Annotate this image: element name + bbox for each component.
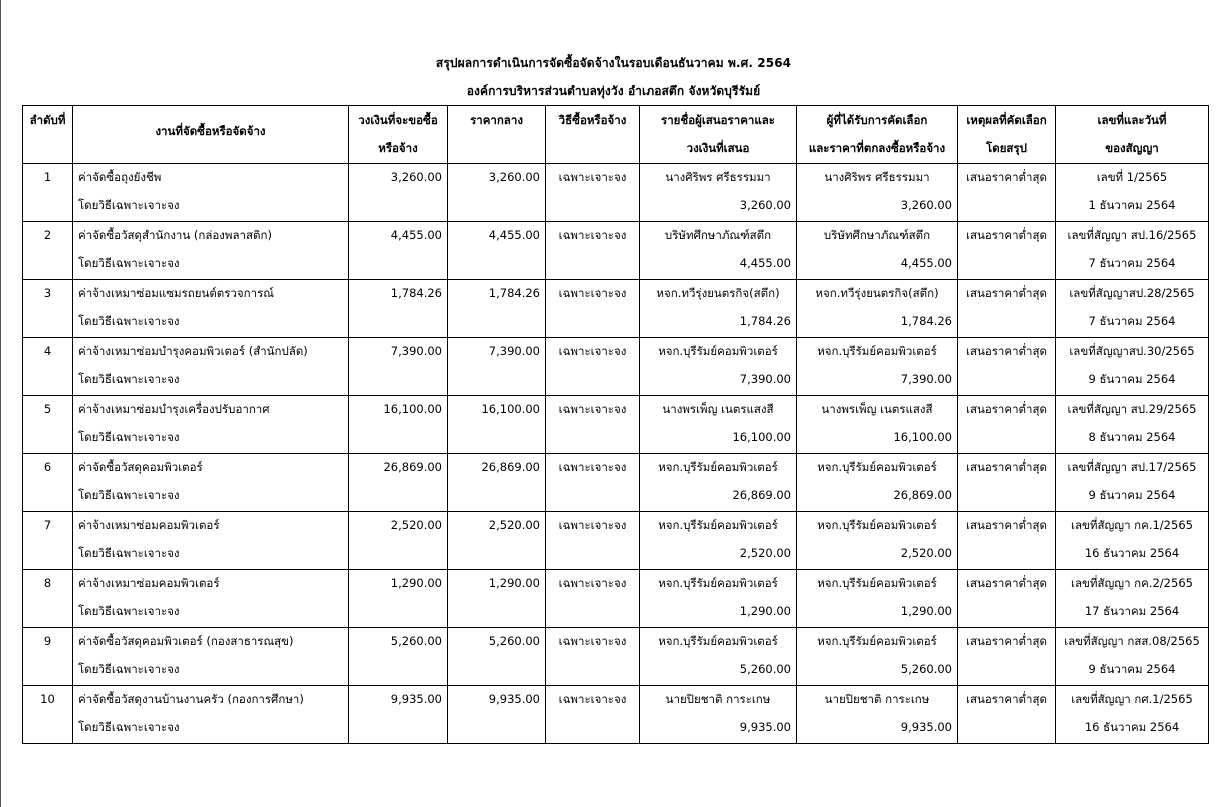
work-description: ค่าจัดซื้อถุงยังชีพ โดยวิธีเฉพาะเจาะจง [73, 164, 349, 222]
row-number: 2 [23, 222, 73, 280]
procurement-method: เฉพาะเจาะจง [546, 338, 640, 396]
work-description: ค่าจัดซื้อวัสดุงานบ้านงานครัว (กองการศึกษา) โดยวิธีเฉพาะเจาะจง [73, 686, 349, 744]
header-bidders: รายชื่อผู้เสนอราคาและ วงเงินที่เสนอ [640, 106, 797, 164]
selection-reason: เสนอราคาต่ำสุด [958, 454, 1056, 512]
row-number: 10 [23, 686, 73, 744]
budget-amount: 5,260.00 [349, 628, 448, 686]
median-price: 2,520.00 [448, 512, 546, 570]
winner-cell: นางศิริพร ศรีธรรมมา 3,260.00 [797, 164, 958, 222]
selection-reason: เสนอราคาต่ำสุด [958, 396, 1056, 454]
median-price: 3,260.00 [448, 164, 546, 222]
work-description: ค่าจ้างเหมาซ่อมบำรุงเครื่องปรับอากาศ โดยวิธีเฉพาะเจาะจง [73, 396, 349, 454]
procurement-summary-table [22, 105, 1209, 744]
winner-cell: นายปิยชาติ การะเกษ 9,935.00 [797, 686, 958, 744]
row-number: 8 [23, 570, 73, 628]
contract-cell: เลขที่สัญญา สป.29/2565 8 ธันวาคม 2564 [1056, 396, 1209, 454]
budget-amount: 7,390.00 [349, 338, 448, 396]
table-row [23, 512, 1209, 570]
row-number: 1 [23, 164, 73, 222]
contract-cell: เลขที่สัญญา สป.17/2565 9 ธันวาคม 2564 [1056, 454, 1209, 512]
table-row [23, 164, 1209, 222]
work-description: ค่าจัดซื้อวัสดุสำนักงาน (กล่องพลาสติก) โดยวิธีเฉพาะเจาะจง [73, 222, 349, 280]
procurement-method: เฉพาะเจาะจง [546, 396, 640, 454]
selection-reason: เสนอราคาต่ำสุด [958, 512, 1056, 570]
contract-cell: เลขที่สัญญา กสส.08/2565 9 ธันวาคม 2564 [1056, 628, 1209, 686]
winner-cell: หจก.บุรีรัมย์คอมพิวเตอร์ 26,869.00 [797, 454, 958, 512]
selection-reason: เสนอราคาต่ำสุด [958, 338, 1056, 396]
median-price: 4,455.00 [448, 222, 546, 280]
table-row [23, 628, 1209, 686]
winner-cell: หจก.ทวีรุ่งยนตรกิจ(สตึก) 1,784.26 [797, 280, 958, 338]
contract-cell: เลขที่สัญญา กค.1/2565 16 ธันวาคม 2564 [1056, 512, 1209, 570]
selection-reason: เสนอราคาต่ำสุด [958, 222, 1056, 280]
table-row [23, 396, 1209, 454]
procurement-method: เฉพาะเจาะจง [546, 280, 640, 338]
header-method: วิธีซื้อหรือจ้าง [546, 106, 640, 164]
report-title: สรุปผลการดำเนินการจัดซื้อจัดจ้างในรอบเดือนธันวาคม พ.ศ. 2564 [435, 56, 792, 70]
header-winner: ผู้ที่ได้รับการคัดเลือก และราคาที่ตกลงซื้อหรือจ้าง [797, 106, 958, 164]
page-left-border [0, 0, 1, 807]
row-number: 9 [23, 628, 73, 686]
bidder-cell: หจก.บุรีรัมย์คอมพิวเตอร์ 7,390.00 [640, 338, 797, 396]
bidder-cell: หจก.บุรีรัมย์คอมพิวเตอร์ 26,869.00 [640, 454, 797, 512]
header-budget: วงเงินที่จะขอซื้อ หรือจ้าง [349, 106, 448, 164]
budget-amount: 4,455.00 [349, 222, 448, 280]
row-number: 7 [23, 512, 73, 570]
budget-amount: 3,260.00 [349, 164, 448, 222]
contract-cell: เลขที่สัญญา กศ.1/2565 16 ธันวาคม 2564 [1056, 686, 1209, 744]
header-contract: เลขที่และวันที่ ของสัญญา [1056, 106, 1209, 164]
selection-reason: เสนอราคาต่ำสุด [958, 628, 1056, 686]
budget-amount: 16,100.00 [349, 396, 448, 454]
header-reason: เหตุผลที่คัดเลือก โดยสรุป [958, 106, 1056, 164]
selection-reason: เสนอราคาต่ำสุด [958, 280, 1056, 338]
table-row [23, 570, 1209, 628]
table-row [23, 686, 1209, 744]
contract-cell: เลขที่สัญญาสป.30/2565 9 ธันวาคม 2564 [1056, 338, 1209, 396]
work-description: ค่าจัดซื้อวัสดุคอมพิวเตอร์ (กองสาธารณสุข) โดยวิธีเฉพาะเจาะจง [73, 628, 349, 686]
contract-cell: เลขที่สัญญา สป.16/2565 7 ธันวาคม 2564 [1056, 222, 1209, 280]
row-number: 3 [23, 280, 73, 338]
median-price: 5,260.00 [448, 628, 546, 686]
procurement-method: เฉพาะเจาะจง [546, 164, 640, 222]
bidder-cell: หจก.บุรีรัมย์คอมพิวเตอร์ 1,290.00 [640, 570, 797, 628]
header-median-price: ราคากลาง [448, 106, 546, 164]
selection-reason: เสนอราคาต่ำสุด [958, 570, 1056, 628]
header-row [23, 106, 1209, 164]
winner-cell: หจก.บุรีรัมย์คอมพิวเตอร์ 1,290.00 [797, 570, 958, 628]
table-row [23, 338, 1209, 396]
work-description: ค่าจ้างเหมาซ่อมบำรุงคอมพิวเตอร์ (สำนักปลัด) โดยวิธีเฉพาะเจาะจง [73, 338, 349, 396]
bidder-cell: หจก.ทวีรุ่งยนตรกิจ(สตึก) 1,784.26 [640, 280, 797, 338]
budget-amount: 1,290.00 [349, 570, 448, 628]
budget-amount: 2,520.00 [349, 512, 448, 570]
winner-cell: หจก.บุรีรัมย์คอมพิวเตอร์ 2,520.00 [797, 512, 958, 570]
median-price: 9,935.00 [448, 686, 546, 744]
header-no: ลำดับที่ [23, 106, 73, 164]
work-description: ค่าจ้างเหมาซ่อมคอมพิวเตอร์ โดยวิธีเฉพาะเจาะจง [73, 512, 349, 570]
budget-amount: 26,869.00 [349, 454, 448, 512]
procurement-method: เฉพาะเจาะจง [546, 686, 640, 744]
median-price: 1,784.26 [448, 280, 546, 338]
selection-reason: เสนอราคาต่ำสุด [958, 164, 1056, 222]
bidder-cell: บริษัทศึกษาภัณฑ์สตึก 4,455.00 [640, 222, 797, 280]
bidder-cell: หจก.บุรีรัมย์คอมพิวเตอร์ 2,520.00 [640, 512, 797, 570]
row-number: 4 [23, 338, 73, 396]
table-row [23, 222, 1209, 280]
table-row [23, 280, 1209, 338]
contract-cell: เลขที่สัญญาสป.28/2565 7 ธันวาคม 2564 [1056, 280, 1209, 338]
procurement-method: เฉพาะเจาะจง [546, 570, 640, 628]
header-work: งานที่จัดซื้อหรือจัดจ้าง [73, 106, 349, 164]
work-description: ค่าจัดซื้อวัสดุคอมพิวเตอร์ โดยวิธีเฉพาะเจาะจง [73, 454, 349, 512]
procurement-method: เฉพาะเจาะจง [546, 454, 640, 512]
bidder-cell: นายปิยชาติ การะเกษ 9,935.00 [640, 686, 797, 744]
procurement-method: เฉพาะเจาะจง [546, 222, 640, 280]
contract-cell: เลขที่ 1/2565 1 ธันวาคม 2564 [1056, 164, 1209, 222]
contract-cell: เลขที่สัญญา กค.2/2565 17 ธันวาคม 2564 [1056, 570, 1209, 628]
median-price: 1,290.00 [448, 570, 546, 628]
winner-cell: หจก.บุรีรัมย์คอมพิวเตอร์ 5,260.00 [797, 628, 958, 686]
budget-amount: 1,784.26 [349, 280, 448, 338]
organization-subtitle: องค์การบริหารส่วนตำบลทุ่งวัง อำเภอสตึก จังหวัดบุรีรัมย์ [466, 84, 761, 98]
selection-reason: เสนอราคาต่ำสุด [958, 686, 1056, 744]
bidder-cell: นางศิริพร ศรีธรรมมา 3,260.00 [640, 164, 797, 222]
procurement-method: เฉพาะเจาะจง [546, 628, 640, 686]
table-row [23, 454, 1209, 512]
row-number: 5 [23, 396, 73, 454]
budget-amount: 9,935.00 [349, 686, 448, 744]
bidder-cell: หจก.บุรีรัมย์คอมพิวเตอร์ 5,260.00 [640, 628, 797, 686]
winner-cell: นางพรเพ็ญ เนตรแสงสี 16,100.00 [797, 396, 958, 454]
work-description: ค่าจ้างเหมาซ่อมแซมรถยนต์ตรวจการณ์ โดยวิธีเฉพาะเจาะจง [73, 280, 349, 338]
bidder-cell: นางพรเพ็ญ เนตรแสงสี 16,100.00 [640, 396, 797, 454]
winner-cell: บริษัทศึกษาภัณฑ์สตึก 4,455.00 [797, 222, 958, 280]
median-price: 7,390.00 [448, 338, 546, 396]
median-price: 16,100.00 [448, 396, 546, 454]
procurement-method: เฉพาะเจาะจง [546, 512, 640, 570]
median-price: 26,869.00 [448, 454, 546, 512]
row-number: 6 [23, 454, 73, 512]
winner-cell: หจก.บุรีรัมย์คอมพิวเตอร์ 7,390.00 [797, 338, 958, 396]
work-description: ค่าจ้างเหมาซ่อมคอมพิวเตอร์ โดยวิธีเฉพาะเจาะจง [73, 570, 349, 628]
